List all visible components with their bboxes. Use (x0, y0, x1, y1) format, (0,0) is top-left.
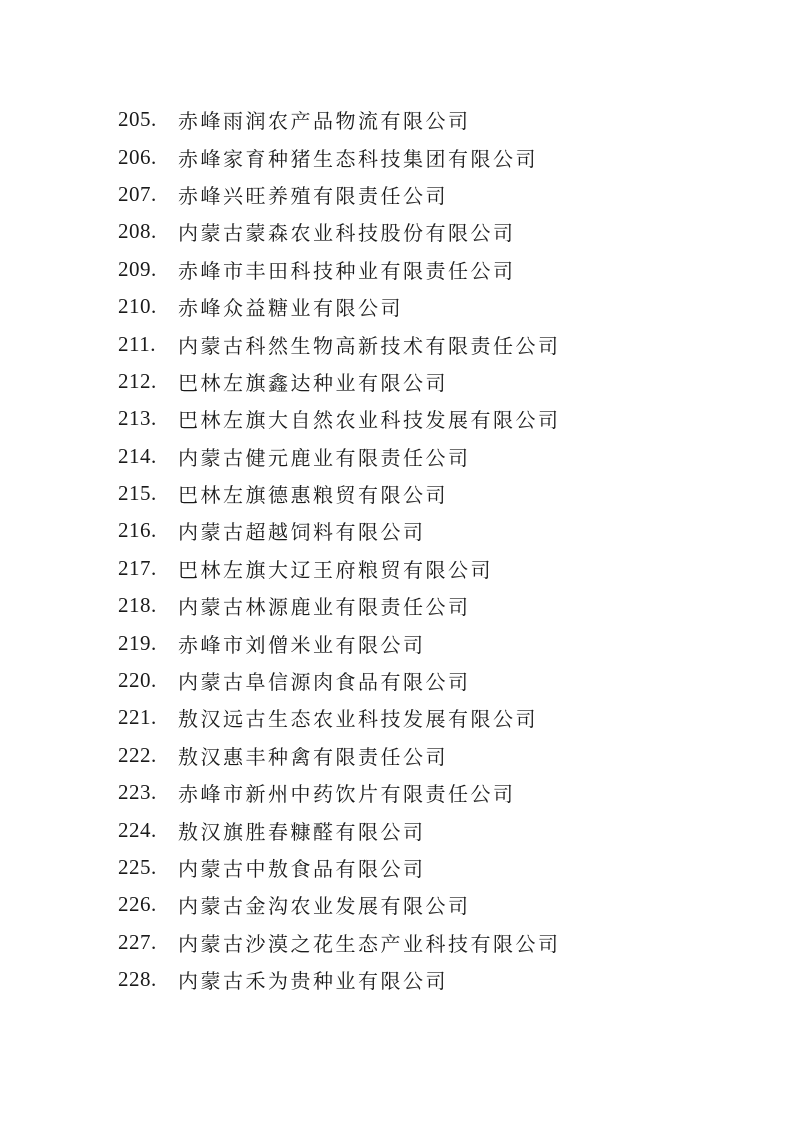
company-name: 内蒙古林源鹿业有限责任公司 (178, 597, 471, 620)
company-name: 敖汉惠丰种禽有限责任公司 (178, 746, 448, 769)
company-name: 赤峰市刘僧米业有限公司 (178, 634, 426, 657)
list-item (118, 138, 561, 175)
company-name: 赤峰雨润农产品物流有限公司 (178, 111, 471, 134)
list-item (118, 849, 561, 886)
list-item (118, 624, 561, 661)
item-number: 222. (118, 742, 157, 767)
item-number: 210. (118, 294, 157, 319)
company-name: 内蒙古健元鹿业有限责任公司 (178, 447, 471, 470)
company-name: 内蒙古科然生物高新技术有限责任公司 (178, 335, 561, 358)
list-item (118, 961, 561, 998)
company-name: 内蒙古金沟农业发展有限公司 (178, 896, 471, 919)
list-item (118, 699, 561, 736)
company-name: 巴林左旗大辽王府粮贸有限公司 (178, 559, 493, 582)
list-item (118, 550, 561, 587)
company-name: 赤峰家育种猪生态科技集团有限公司 (178, 148, 538, 171)
company-name: 赤峰市新州中药饮片有限责任公司 (178, 784, 516, 807)
list-item (118, 512, 561, 549)
list-item (118, 774, 561, 811)
item-number: 207. (118, 181, 157, 206)
list-item (118, 251, 561, 288)
item-number: 221. (118, 705, 157, 730)
company-name: 内蒙古中敖食品有限公司 (178, 859, 426, 881)
list-item (118, 924, 561, 961)
item-number: 217. (118, 555, 157, 580)
company-name: 巴林左旗德惠粮贸有限公司 (178, 485, 448, 508)
list-item (118, 325, 561, 362)
list-item (118, 587, 561, 624)
company-name: 赤峰兴旺养殖有限责任公司 (178, 185, 448, 208)
item-number: 216. (118, 518, 157, 543)
item-number: 218. (118, 593, 157, 618)
item-number: 211. (118, 331, 156, 356)
item-number: 208. (118, 219, 157, 244)
item-number: 206. (118, 144, 157, 169)
list-item (118, 176, 561, 213)
item-number: 223. (118, 780, 157, 805)
list-item (118, 737, 561, 774)
company-name: 赤峰市丰田科技种业有限责任公司 (178, 260, 516, 283)
list-item (118, 101, 561, 138)
company-name: 赤峰众益糖业有限公司 (178, 298, 403, 321)
company-name: 内蒙古蒙森农业科技股份有限公司 (178, 223, 516, 246)
company-name: 内蒙古阜信源肉食品有限公司 (178, 672, 471, 695)
list-item (118, 400, 561, 437)
list-item (118, 662, 561, 699)
company-list (118, 101, 561, 998)
item-number: 215. (118, 481, 157, 506)
list-item (118, 213, 561, 250)
item-number: 228. (118, 967, 157, 992)
list-item (118, 363, 561, 400)
list-item (118, 886, 561, 923)
item-number: 220. (118, 668, 157, 693)
company-name: 内蒙古超越饲料有限公司 (178, 522, 426, 545)
item-number: 225. (118, 855, 157, 879)
list-item (118, 288, 561, 325)
item-number: 219. (118, 630, 157, 655)
company-name: 巴林左旗鑫达种业有限公司 (178, 372, 448, 395)
company-name: 敖汉远古生态农业科技发展有限公司 (178, 709, 538, 732)
item-number: 227. (118, 929, 157, 954)
company-name: 内蒙古禾为贵种业有限公司 (178, 971, 448, 994)
list-item (118, 475, 561, 512)
company-name: 内蒙古沙漠之花生态产业科技有限公司 (178, 933, 561, 956)
item-number: 212. (118, 368, 157, 393)
item-number: 214. (118, 443, 157, 468)
item-number: 209. (118, 256, 157, 281)
list-item (118, 438, 561, 475)
item-number: 226. (118, 892, 157, 917)
item-number: 205. (118, 107, 157, 132)
company-name: 敖汉旗胜春糠醛有限公司 (178, 821, 426, 844)
item-number: 213. (118, 406, 157, 431)
item-number: 224. (118, 817, 157, 842)
list-item (118, 811, 561, 848)
company-name: 巴林左旗大自然农业科技发展有限公司 (178, 410, 561, 433)
